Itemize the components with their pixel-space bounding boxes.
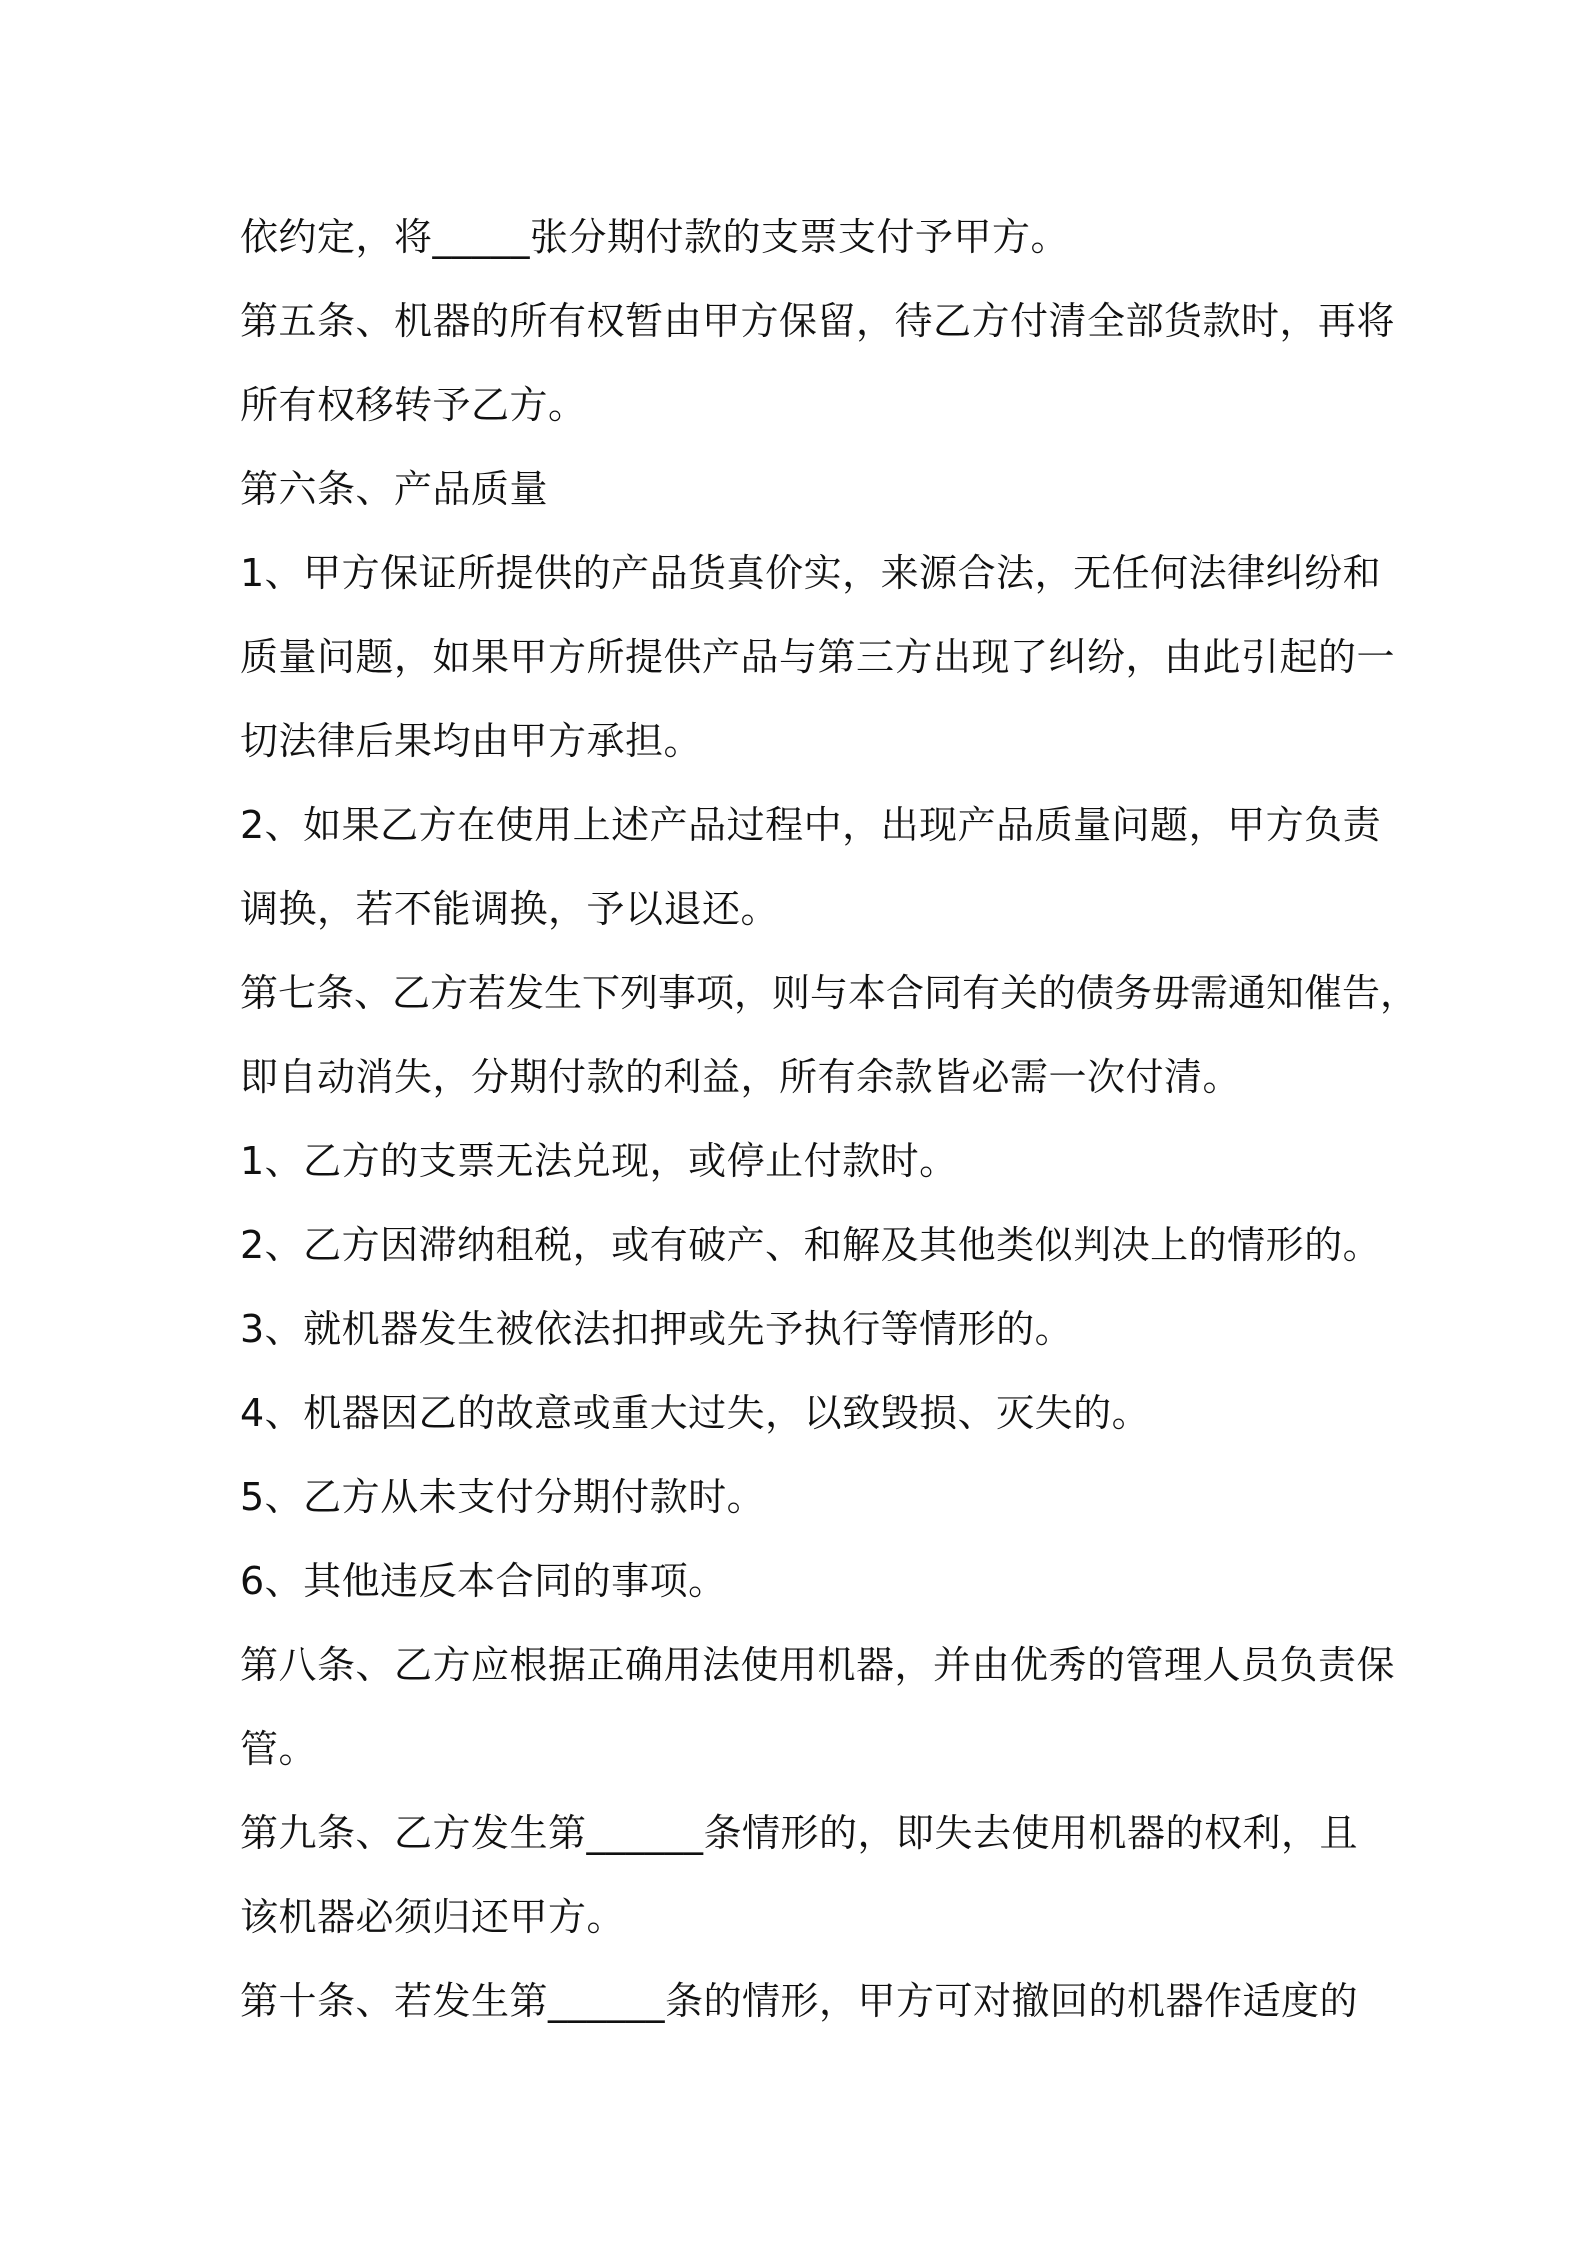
text-line-1: 依约定，将_____张分期付款的支票支付予甲方。 xyxy=(240,215,1070,259)
text-line-10: 第七条、乙方若发生下列事项，则与本合同有关的债务毋需通知催告， xyxy=(240,971,1419,1015)
text-line-6: 质量问题，如果甲方所提供产品与第三方出现了纠纷，由此引起的一 xyxy=(240,635,1396,679)
section-heading-product-quality: 第六条、产品质量 xyxy=(240,467,549,511)
text-line-13: 2、乙方因滞纳租税，或有破产、和解及其他类似判决上的情形的。 xyxy=(240,1223,1382,1267)
text-line-11: 即自动消失，分期付款的利益，所有余款皆必需一次付清。 xyxy=(240,1055,1242,1099)
text-line-2: 第五条、机器的所有权暂由甲方保留，待乙方付清全部货款时，再将 xyxy=(240,299,1396,343)
text-line-9: 调换，若不能调换，予以退还。 xyxy=(240,887,780,931)
text-line-19: 管。 xyxy=(240,1727,318,1771)
text-line-17: 6、其他违反本合同的事项。 xyxy=(240,1559,727,1603)
text-line-16: 5、乙方从未支付分期付款时。 xyxy=(240,1475,766,1519)
text-line-3: 所有权移转予乙方。 xyxy=(240,383,587,427)
text-line-8: 2、如果乙方在使用上述产品过程中，出现产品质量问题，甲方负责 xyxy=(240,803,1382,847)
text-line-5: 1、甲方保证所提供的产品货真价实，来源合法，无任何法律纠纷和 xyxy=(240,551,1382,595)
text-line-14: 3、就机器发生被依法扣押或先予执行等情形的。 xyxy=(240,1307,1074,1351)
text-line-21: 该机器必须归还甲方。 xyxy=(240,1895,626,1939)
text-line-15: 4、机器因乙的故意或重大过失，以致毁损、灭失的。 xyxy=(240,1391,1151,1435)
text-line-7: 切法律后果均由甲方承担。 xyxy=(240,719,703,763)
text-line-12: 1、乙方的支票无法兑现，或停止付款时。 xyxy=(240,1139,958,1183)
document-body xyxy=(240,195,1419,2043)
text-line-18: 第八条、乙方应根据正确用法使用机器，并由优秀的管理人员负责保 xyxy=(240,1643,1396,1687)
text-line-20: 第九条、乙方发生第______条情形的，即失去使用机器的权利，且 xyxy=(240,1811,1359,1855)
text-line-22: 第十条、若发生第______条的情形，甲方可对撤回的机器作适度的 xyxy=(240,1979,1359,2023)
